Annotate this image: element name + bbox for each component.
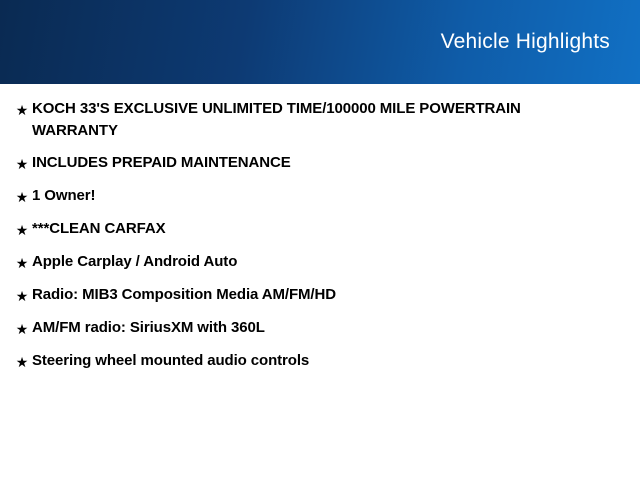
star-bullet-icon: ★ [15, 288, 29, 304]
highlight-text: KOCH 33'S EXCLUSIVE UNLIMITED TIME/100000 MILE POWERTRAIN WARRANTY [32, 100, 521, 139]
highlight-text: Apple Carplay / Android Auto [32, 253, 238, 270]
star-bullet-icon: ★ [15, 156, 29, 172]
star-bullet-icon: ★ [15, 321, 29, 337]
star-bullet-icon: ★ [15, 255, 29, 271]
highlights-list [0, 84, 640, 480]
page-header [0, 0, 640, 84]
highlight-text: INCLUDES PREPAID MAINTENANCE [32, 154, 291, 171]
list-item [12, 284, 616, 307]
list-item [12, 251, 616, 274]
highlight-text: AM/FM radio: SiriusXM with 360L [32, 319, 265, 336]
star-bullet-icon: ★ [15, 354, 29, 370]
highlight-text: ***CLEAN CARFAX [32, 220, 166, 237]
highlight-text: Radio: MIB3 Composition Media AM/FM/HD [32, 286, 336, 303]
list-item [12, 185, 616, 208]
list-item [12, 218, 616, 241]
star-bullet-icon: ★ [15, 222, 29, 238]
highlight-text: Steering wheel mounted audio controls [32, 352, 310, 369]
list-item [12, 152, 616, 175]
page-title: Vehicle Highlights [440, 29, 610, 53]
list-item [12, 98, 616, 142]
highlight-text: 1 Owner! [32, 187, 96, 204]
list-item [12, 317, 616, 340]
list-item [12, 350, 616, 373]
star-bullet-icon: ★ [15, 102, 29, 118]
star-bullet-icon: ★ [15, 189, 29, 205]
